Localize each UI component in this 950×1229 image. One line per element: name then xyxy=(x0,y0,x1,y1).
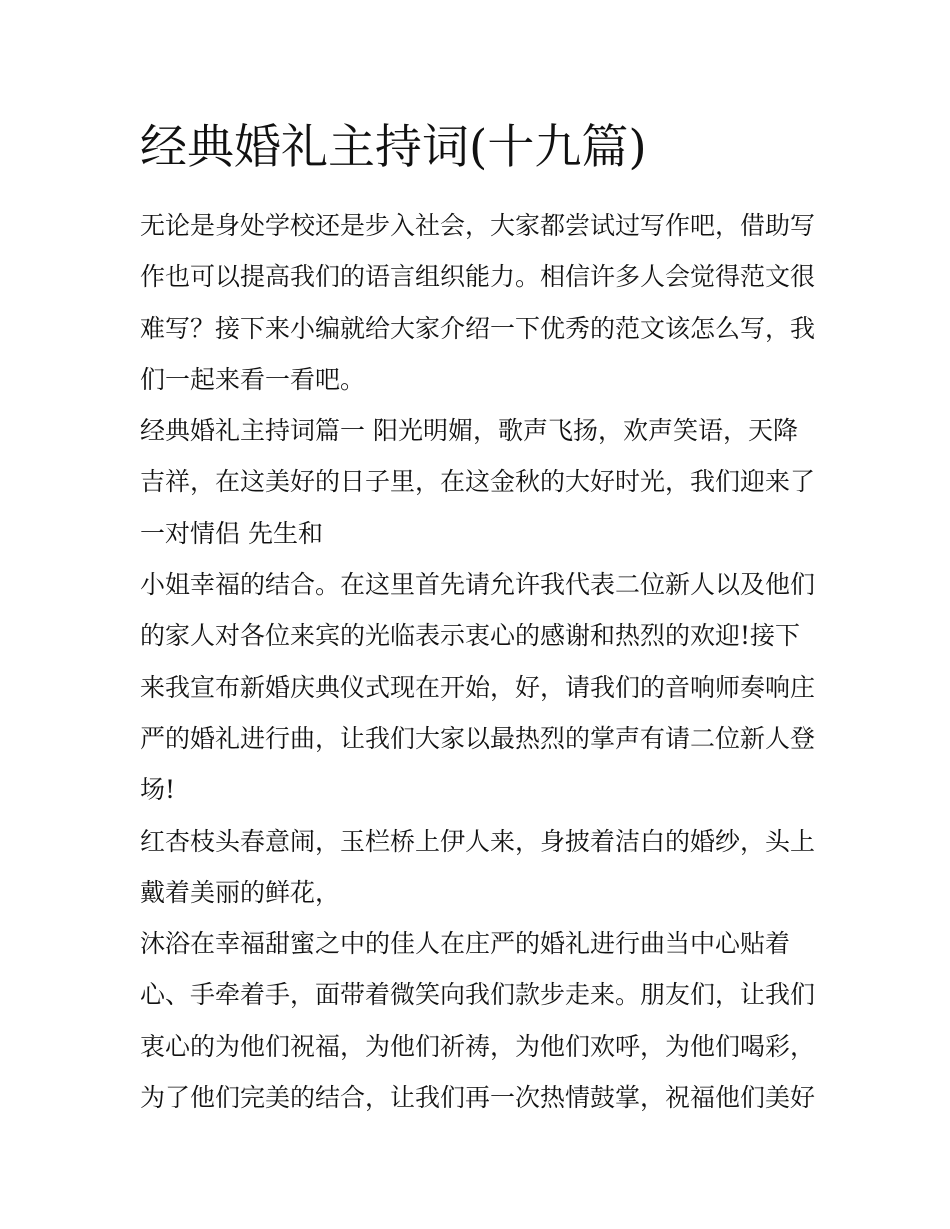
text-line: 衷心的为他们祝福，为他们祈祷，为他们欢呼，为他们喝彩， xyxy=(140,1031,816,1061)
document-body xyxy=(140,200,840,1123)
text-line: 无论是身处学校还是步入社会，大家都尝试过写作吧，借助写 xyxy=(140,211,816,240)
text-line: 吉祥，在这美好的日子里，在这金秋的大好时光，我们迎来了 xyxy=(140,467,816,497)
document-title: 经典婚礼主持词(十九篇) xyxy=(140,120,647,175)
text-line: 难写？接下来小编就给大家介绍一下优秀的范文该怎么写，我 xyxy=(140,313,816,343)
text-line: 的家人对各位来宾的光临表示衷心的感谢和热烈的欢迎!接下 xyxy=(140,621,801,651)
text-line: 为了他们完美的结合，让我们再一次热情鼓掌，祝福他们美好 xyxy=(140,1083,816,1113)
text-line: 一对情侣 先生和 xyxy=(140,518,323,548)
text-line: 小姐幸福的结合。在这里首先请允许我代表二位新人以及他们 xyxy=(140,570,816,600)
text-line: 戴着美丽的鲜花， xyxy=(140,877,341,907)
text-line: 心、手牵着手，面带着微笑向我们款步走来。朋友们，让我们 xyxy=(140,980,816,1010)
text-line: 严的婚礼进行曲，让我们大家以最热烈的掌声有请二位新人登 xyxy=(140,723,816,753)
text-line: 来我宣布新婚庆典仪式现在开始，好，请我们的音响师奏响庄 xyxy=(140,672,816,702)
text-line: 经典婚礼主持词篇一 阳光明媚，歌声飞扬，欢声笑语，天降 xyxy=(140,416,798,446)
text-line: 沐浴在幸福甜蜜之中的佳人在庄严的婚礼进行曲当中心贴着 xyxy=(140,929,791,959)
text-line: 红杏枝头春意闹，玉栏桥上伊人来，身披着洁白的婚纱，头上 xyxy=(140,826,816,856)
text-line: 场! xyxy=(140,775,176,805)
text-line: 作也可以提高我们的语言组织能力。相信许多人会觉得范文很 xyxy=(140,262,816,292)
text-line: 们一起来看一看吧。 xyxy=(140,364,366,394)
